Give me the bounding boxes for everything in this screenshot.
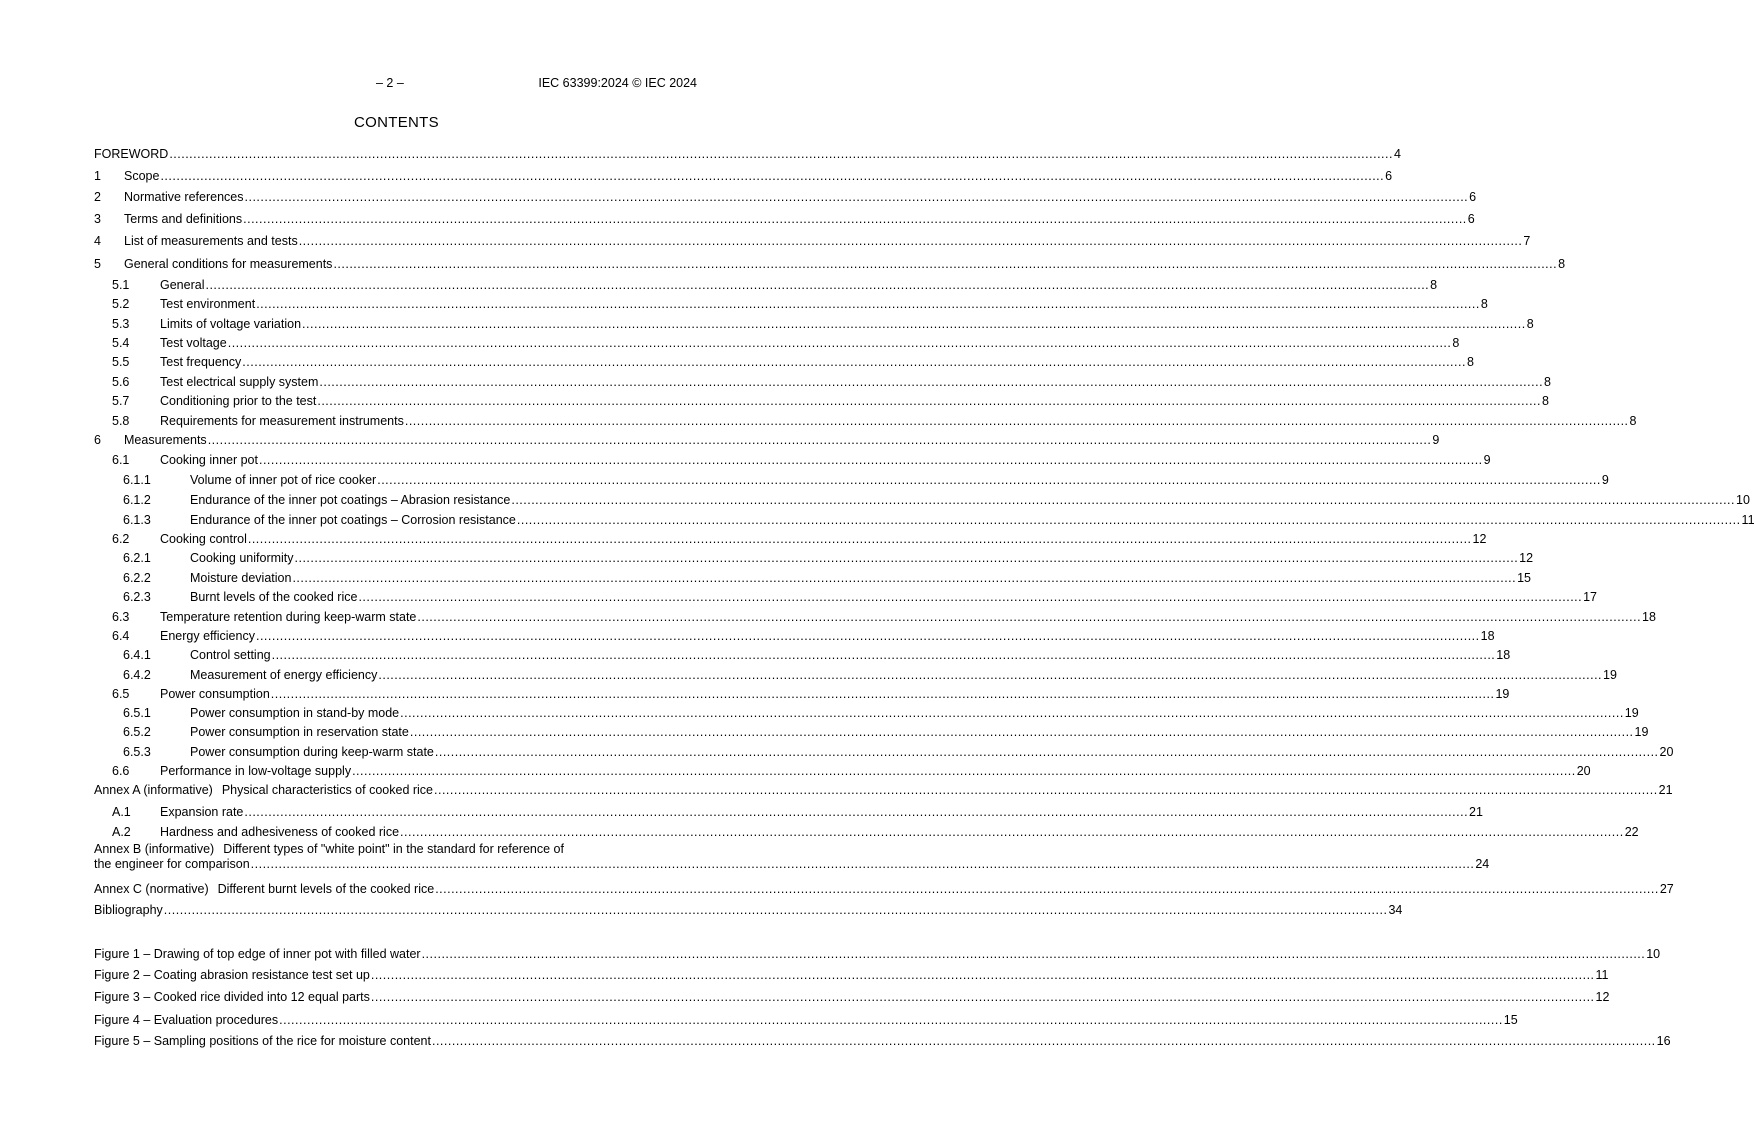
figure-label: Figure 4 – Evaluation procedures	[94, 1013, 279, 1027]
toc-label: Control setting	[190, 648, 271, 662]
toc-label: List of measurements and tests	[124, 234, 298, 248]
toc-label: Bibliography	[94, 903, 163, 917]
toc-page-number: 4	[1393, 147, 1401, 161]
toc-page-number: 19	[1495, 687, 1510, 701]
leader-dots	[256, 629, 1480, 644]
toc-entry[interactable]	[94, 764, 1591, 779]
toc-entry[interactable]	[94, 842, 1490, 872]
toc-label: Power consumption in stand-by mode	[190, 706, 400, 720]
toc-label: Measurements	[124, 433, 207, 447]
toc-number: 6.4.1	[123, 648, 151, 662]
toc-page-number: 12	[1519, 551, 1534, 565]
toc-number: 4	[94, 234, 101, 248]
figure-page-number: 11	[1595, 968, 1609, 982]
toc-page-number: 8	[1629, 414, 1637, 428]
leader-dots	[292, 571, 1516, 586]
leader-dots	[295, 551, 1519, 566]
toc-page-number: 8	[1558, 257, 1566, 271]
toc-number: 6.5.3	[123, 745, 151, 759]
figure-entry[interactable]	[94, 968, 1609, 983]
toc-label: Power consumption during keep-warm state	[190, 745, 434, 759]
leader-dots	[371, 990, 1595, 1005]
toc-page-number: 8	[1544, 375, 1551, 389]
toc-page-number: 19	[1603, 668, 1617, 682]
leader-dots	[405, 414, 1629, 429]
toc-page-number: 18	[1480, 629, 1495, 643]
toc-page-number: 8	[1480, 297, 1488, 311]
leader-dots	[169, 147, 1393, 162]
toc-page-number: 8	[1430, 278, 1438, 292]
toc-label: Physical characteristics of cooked rice	[221, 783, 434, 797]
toc-number: 2	[94, 190, 101, 204]
figure-label: Figure 5 – Sampling positions of the rice for moisture content	[94, 1034, 431, 1048]
toc-page-number: 18	[1642, 610, 1656, 624]
leader-dots	[319, 375, 1543, 390]
toc-label: Power consumption in reservation state	[190, 725, 409, 739]
toc-number: Annex A (informative)	[94, 783, 213, 797]
toc-label: Different burnt levels of the cooked rice	[217, 882, 435, 896]
toc-entry[interactable]	[94, 783, 1673, 798]
leader-dots	[271, 687, 1495, 702]
figure-entry[interactable]	[94, 947, 1661, 962]
toc-entry[interactable]	[94, 212, 1475, 227]
toc-number: 3	[94, 212, 101, 226]
leader-dots	[400, 706, 1624, 721]
toc-label-continued: the engineer for comparison	[94, 857, 250, 871]
toc-label: Hardness and adhesiveness of cooked rice	[160, 825, 400, 839]
toc-entry[interactable]	[94, 725, 1649, 740]
leader-dots	[435, 745, 1659, 760]
leader-dots	[317, 394, 1541, 409]
toc-entry[interactable]	[94, 532, 1487, 547]
toc-label: Cooking uniformity	[190, 551, 294, 565]
toc-label: Power consumption	[160, 687, 270, 701]
toc-label: Limits of voltage variation	[160, 317, 302, 331]
toc-number: 6.1.3	[123, 513, 151, 527]
leader-dots	[410, 725, 1634, 740]
figure-page-number: 10	[1646, 947, 1661, 961]
toc-number: 6.1.2	[123, 493, 151, 507]
toc-label: Test voltage	[160, 336, 227, 350]
toc-label: FOREWORD	[94, 147, 169, 161]
toc-page-number: 7	[1523, 234, 1531, 248]
toc-entry[interactable]	[94, 648, 1511, 663]
toc-label: Endurance of the inner pot coatings – Corrosion resistance	[190, 513, 516, 527]
toc-label: Conditioning prior to the test	[160, 394, 317, 408]
leader-dots	[302, 317, 1526, 332]
figure-label: Figure 2 – Coating abrasion resistance test set up	[94, 968, 370, 982]
leader-dots	[333, 257, 1557, 272]
toc-number: 5.7	[112, 394, 130, 408]
figure-page-number: 12	[1595, 990, 1610, 1004]
figure-entry[interactable]	[94, 1034, 1671, 1049]
toc-number: 6.5.2	[123, 725, 151, 739]
toc-number: 5.4	[112, 336, 130, 350]
toc-page-number: 8	[1452, 336, 1460, 350]
toc-page-number: 34	[1388, 903, 1403, 917]
figure-label: Figure 1 – Drawing of top edge of inner pot with filled water	[94, 947, 421, 961]
leader-dots	[417, 610, 1641, 625]
toc-page-number: 19	[1634, 725, 1649, 739]
toc-number: 6.2	[112, 532, 130, 546]
leader-dots	[205, 278, 1429, 293]
toc-page-number: 8	[1542, 394, 1549, 408]
leader-dots	[242, 355, 1466, 370]
toc-number: A.2	[112, 825, 131, 839]
toc-entry[interactable]	[94, 317, 1534, 332]
toc-entry[interactable]	[94, 745, 1674, 760]
leader-dots	[358, 590, 1582, 605]
toc-label: Performance in low-voltage supply	[160, 764, 352, 778]
leader-dots	[279, 1013, 1503, 1028]
toc-number: 5.6	[112, 375, 130, 389]
toc-label: Scope	[124, 169, 160, 183]
toc-page-number: 8	[1526, 317, 1534, 331]
leader-dots	[400, 825, 1624, 840]
toc-entry[interactable]	[94, 257, 1566, 272]
toc-label: Terms and definitions	[124, 212, 243, 226]
leader-dots	[299, 234, 1523, 249]
toc-label: Test frequency	[160, 355, 242, 369]
toc-entry[interactable]	[94, 493, 1750, 508]
leader-dots	[434, 783, 1658, 798]
toc-entry[interactable]	[94, 297, 1488, 312]
toc-page-number: 10	[1736, 493, 1750, 507]
toc-entry[interactable]	[94, 394, 1549, 409]
toc-page-number: 15	[1517, 571, 1532, 585]
toc-label: Burnt levels of the cooked rice	[190, 590, 358, 604]
toc-page-number: 20	[1576, 764, 1591, 778]
toc-number: 6.1.1	[123, 473, 151, 487]
toc-page-number: 6	[1467, 212, 1475, 226]
toc-label: Cooking inner pot	[160, 453, 258, 467]
toc-number: 6.1	[112, 453, 130, 467]
toc-number: 6.3	[112, 610, 130, 624]
leader-dots	[244, 805, 1468, 820]
figure-label: Figure 3 – Cooked rice divided into 12 equal parts	[94, 990, 370, 1004]
toc-page-number: 6	[1469, 190, 1477, 204]
toc-label: Normative references	[124, 190, 244, 204]
toc-label: Different types of "white point" in the standard for reference of	[223, 842, 564, 856]
toc-entry[interactable]	[94, 571, 1532, 586]
leader-dots	[378, 668, 1602, 683]
leader-dots	[160, 169, 1384, 184]
toc-entry[interactable]	[94, 336, 1460, 351]
toc-page-number: 8	[1466, 355, 1474, 369]
toc-label: Cooking control	[160, 532, 247, 546]
toc-entry[interactable]	[94, 513, 1755, 528]
toc-number: Annex C (normative)	[94, 882, 209, 896]
toc-entry[interactable]	[94, 453, 1491, 468]
leader-dots	[422, 947, 1646, 962]
figure-page-number: 16	[1656, 1034, 1671, 1048]
toc-entry[interactable]	[94, 805, 1483, 820]
toc-label: General conditions for measurements	[124, 257, 333, 271]
toc-number: 6.6	[112, 764, 130, 778]
toc-entry[interactable]	[94, 706, 1639, 721]
toc-entry[interactable]	[94, 629, 1495, 644]
toc-entry[interactable]	[94, 355, 1474, 370]
leader-dots	[377, 473, 1601, 488]
toc-page-number: 9	[1432, 433, 1440, 447]
toc-label: Test environment	[160, 297, 256, 311]
figure-entry[interactable]	[94, 1013, 1518, 1028]
leader-dots	[251, 857, 1475, 872]
toc-number: A.1	[112, 805, 131, 819]
toc-entry[interactable]	[94, 433, 1440, 448]
toc-label: Requirements for measurement instruments	[160, 414, 404, 428]
toc-label: General	[160, 278, 205, 292]
toc-number: 5.2	[112, 297, 130, 311]
toc-entry[interactable]	[94, 234, 1531, 249]
toc-page-number: 22	[1624, 825, 1639, 839]
toc-entry[interactable]	[94, 882, 1674, 897]
toc-number: 6.2.2	[123, 571, 151, 585]
toc-page-number: 24	[1475, 857, 1490, 871]
toc-page-number: 20	[1659, 745, 1674, 759]
toc-entry[interactable]	[94, 610, 1656, 625]
leader-dots	[208, 433, 1432, 448]
toc-number: 5.1	[112, 278, 130, 292]
toc-page-number: 18	[1496, 648, 1511, 662]
toc-page-number: 19	[1624, 706, 1639, 720]
leader-dots	[511, 493, 1735, 508]
toc-number: 5.5	[112, 355, 130, 369]
toc-page-number: 12	[1472, 532, 1487, 546]
toc-entry[interactable]	[94, 473, 1609, 488]
toc-page-number: 27	[1659, 882, 1674, 896]
toc-number: 6.2.3	[123, 590, 151, 604]
leader-dots	[256, 297, 1480, 312]
toc-page-number: 9	[1483, 453, 1491, 467]
leader-dots	[248, 532, 1472, 547]
toc-label: Expansion rate	[160, 805, 244, 819]
toc-label: Energy efficiency	[160, 629, 255, 643]
toc-number: 1	[94, 169, 101, 183]
toc-entry[interactable]	[94, 278, 1438, 293]
leader-dots	[517, 513, 1741, 528]
figure-page-number: 15	[1503, 1013, 1518, 1027]
leader-dots	[435, 882, 1659, 897]
toc-number: 6.2.1	[123, 551, 151, 565]
toc-entry[interactable]	[94, 147, 1401, 162]
toc-label: Test electrical supply system	[160, 375, 319, 389]
toc-label: Moisture deviation	[190, 571, 292, 585]
toc-label: Temperature retention during keep-warm state	[160, 610, 417, 624]
toc-number: 6.4	[112, 629, 130, 643]
standard-reference: IEC 63399:2024 © IEC 2024	[538, 76, 697, 90]
leader-dots	[243, 212, 1467, 227]
toc-entry[interactable]	[94, 668, 1617, 683]
toc-page-number: 17	[1583, 590, 1598, 604]
toc-page-number: 9	[1601, 473, 1609, 487]
toc-page-number: 6	[1385, 169, 1393, 183]
leader-dots	[164, 903, 1388, 918]
toc-page-number: 11	[1741, 513, 1755, 527]
toc-entry[interactable]	[94, 825, 1639, 840]
toc-number: 6	[94, 433, 101, 447]
toc-number: 5	[94, 257, 101, 271]
toc-number: 5.3	[112, 317, 130, 331]
toc-page-number: 21	[1469, 805, 1483, 819]
leader-dots	[352, 764, 1576, 779]
leader-dots	[272, 648, 1496, 663]
leader-dots	[432, 1034, 1656, 1049]
leader-dots	[371, 968, 1595, 983]
leader-dots	[245, 190, 1469, 205]
toc-entry[interactable]	[94, 903, 1403, 918]
toc-entry[interactable]	[94, 190, 1477, 205]
page-number: – 2 –	[376, 76, 404, 90]
toc-number: 5.8	[112, 414, 130, 428]
toc-entry[interactable]	[94, 551, 1534, 566]
leader-dots	[228, 336, 1452, 351]
toc-label: Volume of inner pot of rice cooker	[190, 473, 377, 487]
toc-label: Endurance of the inner pot coatings – Abrasion resistance	[190, 493, 511, 507]
toc-number: 6.4.2	[123, 668, 151, 682]
toc-number: Annex B (informative)	[94, 842, 215, 856]
toc-number: 6.5	[112, 687, 130, 701]
toc-page-number: 21	[1658, 783, 1673, 797]
toc-number: 6.5.1	[123, 706, 151, 720]
leader-dots	[259, 453, 1483, 468]
contents-title: CONTENTS	[354, 114, 439, 131]
toc-entry[interactable]	[94, 169, 1393, 184]
toc-label: Measurement of energy efficiency	[190, 668, 378, 682]
toc-entry[interactable]	[94, 375, 1551, 390]
toc-entry[interactable]	[94, 414, 1637, 429]
toc-entry[interactable]	[94, 687, 1510, 702]
figure-entry[interactable]	[94, 990, 1610, 1005]
toc-entry[interactable]	[94, 590, 1598, 605]
